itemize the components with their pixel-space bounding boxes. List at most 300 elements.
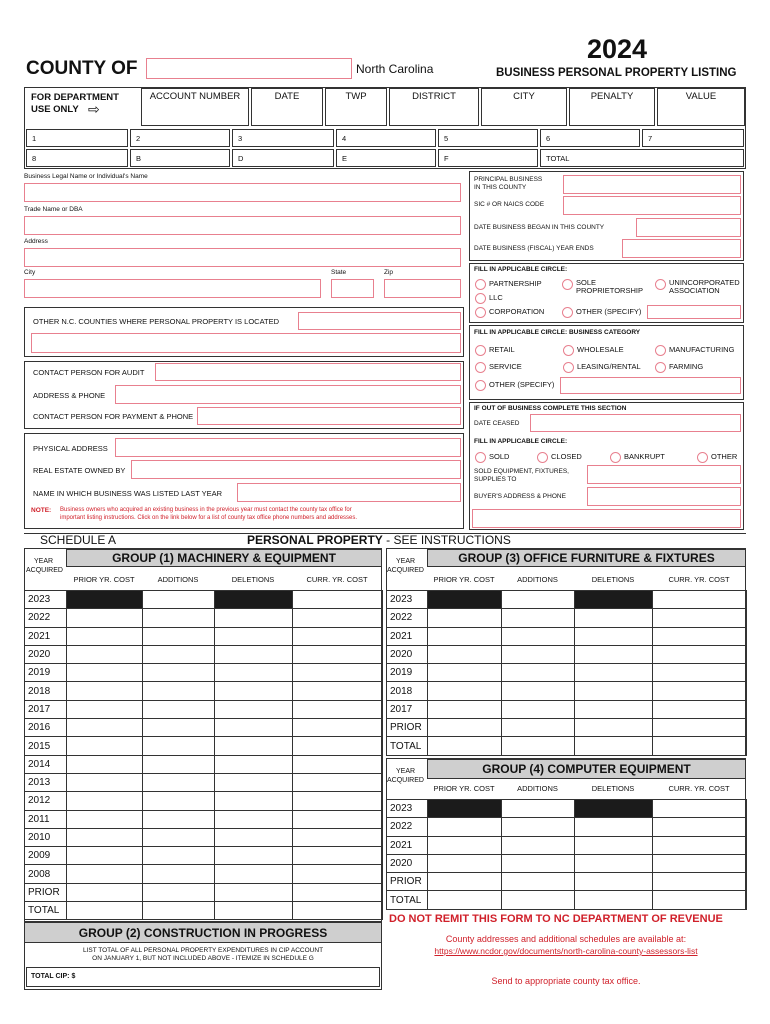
value-cell[interactable] [502,836,575,854]
unincorporated-option[interactable] [655,279,740,295]
year-cell: 2022 [387,609,428,627]
group2-title: GROUP (2) CONSTRUCTION IN PROGRESS [24,922,382,943]
option-label: SERVICE [489,362,522,371]
dept-cell-6[interactable] [540,129,640,147]
value-cell[interactable] [502,682,575,700]
value-cell[interactable] [293,810,383,828]
value-cell[interactable] [653,700,747,718]
value-cell[interactable] [67,700,143,718]
year-acquired-label: YEAR [396,768,416,775]
value-cell[interactable] [575,818,653,836]
other-entity-field[interactable] [647,305,741,319]
dept-cell-1[interactable] [26,129,128,147]
value-cell[interactable] [653,627,747,645]
radio-circle-icon[interactable] [655,345,666,356]
value-cell[interactable] [293,828,383,846]
value-cell[interactable] [215,902,293,920]
value-cell[interactable] [67,719,143,737]
col-deletions: DELETIONS [591,784,635,793]
sic-field[interactable] [563,196,741,215]
contact-audit-label: CONTACT PERSON FOR AUDIT [33,368,145,377]
value-cell[interactable] [67,865,143,883]
value-cell[interactable] [215,883,293,901]
county-name-field[interactable] [146,58,352,79]
manufacturing-option[interactable] [655,345,734,356]
assessors-list-link[interactable]: https://www.ncdor.gov/documents/north-carolina-county-assessors-list [434,946,698,956]
radio-circle-icon[interactable] [475,293,486,304]
address-phone-field[interactable] [115,385,461,404]
col-deletions: DELETIONS [591,575,635,584]
blocked-cell [575,800,653,818]
date-began-label: DATE BUSINESS BEGAN IN THIS COUNTY [474,224,605,231]
dept-col-twp [325,88,387,126]
year-acquired-label: ACQUIRED [387,567,424,574]
radio-circle-icon[interactable] [475,362,486,373]
radio-circle-icon[interactable] [475,279,486,290]
closed-option[interactable] [537,452,582,463]
value-cell[interactable] [143,627,215,645]
year-cell: 2016 [25,719,67,737]
address-field[interactable] [24,248,461,267]
value-cell[interactable] [293,591,383,609]
option-label: CLOSED [551,452,582,461]
category-title: FILL IN APPLICABLE CIRCLE: BUSINESS CATEGORY [474,329,641,336]
value-cell[interactable] [215,737,293,755]
date-began-field[interactable] [636,218,741,237]
radio-circle-icon[interactable] [655,362,666,373]
buyers-address-field[interactable] [587,487,741,506]
sold-equipment-field[interactable] [587,465,741,484]
table-row [25,847,383,865]
group3-table [386,590,747,756]
fill-circle-label-2: FILL IN APPLICABLE CIRCLE: [474,438,568,445]
dept-cell-b[interactable] [130,149,230,167]
option-label: WHOLESALE [577,345,624,354]
value-cell[interactable] [428,682,502,700]
value-cell[interactable] [575,873,653,891]
address-label: Address [24,238,48,245]
table-row [387,891,747,909]
value-cell[interactable] [215,719,293,737]
dept-cell-num: 6 [546,134,551,143]
radio-circle-icon[interactable] [563,362,574,373]
value-cell[interactable] [215,664,293,682]
blocked-cell [215,591,293,609]
value-cell[interactable] [575,700,653,718]
dept-cell-8[interactable] [26,149,128,167]
value-cell[interactable] [143,591,215,609]
value-cell[interactable] [67,755,143,773]
value-cell[interactable] [143,719,215,737]
value-cell[interactable] [428,700,502,718]
option-label: UNINCORPORATED [669,278,740,287]
value-cell[interactable] [502,700,575,718]
value-cell[interactable] [215,810,293,828]
zip-field[interactable] [384,279,461,298]
value-cell[interactable] [215,773,293,791]
principal-label-1: PRINCIPAL BUSINESS [474,176,543,183]
dept-cell-num: F [444,154,449,163]
retail-option[interactable] [475,345,515,356]
col-curr-cost: CURR. YR. COST [668,784,730,793]
radio-circle-icon[interactable] [475,452,486,463]
value-cell[interactable] [67,883,143,901]
value-cell[interactable] [293,755,383,773]
value-cell[interactable] [428,664,502,682]
value-cell[interactable] [215,865,293,883]
table-row [25,664,383,682]
year-cell: 2011 [25,810,67,828]
radio-circle-icon[interactable] [655,279,666,290]
trade-name-field[interactable] [24,216,461,235]
table-row [387,627,747,645]
value-cell[interactable] [215,682,293,700]
year-cell: 2021 [387,627,428,645]
schedule-title: PERSONAL PROPERTY [247,533,383,547]
dept-col-district [389,88,479,126]
radio-circle-icon[interactable] [475,345,486,356]
dept-cell-7[interactable] [642,129,744,147]
radio-circle-icon[interactable] [475,307,486,318]
value-cell[interactable] [293,847,383,865]
table-row [387,873,747,891]
dept-cell-num: TOTAL [546,154,570,163]
value-cell[interactable] [575,854,653,872]
date-ceased-field[interactable] [530,414,741,432]
year-cell: TOTAL [25,902,67,920]
col-curr-cost: CURR. YR. COST [306,575,368,584]
value-cell[interactable] [143,902,215,920]
col-curr-cost: CURR. YR. COST [668,575,730,584]
value-cell[interactable] [428,627,502,645]
radio-circle-icon[interactable] [697,452,708,463]
value-cell[interactable] [143,828,215,846]
value-cell[interactable] [502,800,575,818]
value-cell[interactable] [653,719,747,737]
value-cell[interactable] [67,792,143,810]
value-cell[interactable] [67,664,143,682]
value-cell[interactable] [143,755,215,773]
value-cell[interactable] [428,818,502,836]
value-cell[interactable] [575,609,653,627]
table-row [25,645,383,663]
value-cell[interactable] [293,609,383,627]
value-cell[interactable] [502,627,575,645]
dept-cell-num: D [238,154,244,163]
sold-equipment-label-1: SOLD EQUIPMENT, FIXTURES, [474,468,569,475]
corporation-option[interactable] [475,307,544,318]
other-category-field[interactable] [560,377,741,394]
value-cell[interactable] [502,719,575,737]
value-cell[interactable] [215,847,293,865]
value-cell[interactable] [575,891,653,909]
radio-circle-icon[interactable] [562,307,573,318]
state-field[interactable] [331,279,374,298]
value-cell[interactable] [67,627,143,645]
value-cell[interactable] [502,591,575,609]
value-cell[interactable] [215,609,293,627]
option-label: LEASING/RENTAL [577,362,641,371]
other-counties-field-2[interactable] [31,333,461,353]
year-cell: 2022 [25,609,67,627]
year-cell: 2019 [387,664,428,682]
table-row [387,737,747,755]
value-cell[interactable] [215,828,293,846]
other-counties-field-1[interactable] [298,312,461,330]
dept-col-penalty [569,88,655,126]
dept-col-city [481,88,567,126]
value-cell[interactable] [293,902,383,920]
value-cell[interactable] [575,627,653,645]
value-cell[interactable] [215,792,293,810]
table-row [387,609,747,627]
dept-col-date [251,88,323,126]
value-cell[interactable] [428,873,502,891]
group1-title: GROUP (1) MACHINERY & EQUIPMENT [66,549,382,567]
table-row [387,854,747,872]
value-cell[interactable] [653,645,747,663]
year-acquired-label: ACQUIRED [26,567,63,574]
year-cell: TOTAL [387,891,428,909]
value-cell[interactable] [215,700,293,718]
fiscal-year-field[interactable] [622,239,741,258]
value-cell[interactable] [143,645,215,663]
option-label: OTHER [711,452,738,461]
dept-cell-3[interactable] [232,129,334,147]
table-row [387,719,747,737]
table-row [25,627,383,645]
blocked-cell [428,591,502,609]
year-cell: 2010 [25,828,67,846]
value-cell[interactable] [428,854,502,872]
legal-name-label: Business Legal Name or Individual's Name [24,173,148,180]
note-line-2: important listing instructions. Click on the link below for a list of county tax office phone numbers and addresses. [60,515,358,521]
physical-address-field[interactable] [115,438,461,457]
value-cell[interactable] [293,700,383,718]
option-label: RETAIL [489,345,515,354]
table-row [25,773,383,791]
radio-circle-icon[interactable] [475,380,486,391]
value-cell[interactable] [293,682,383,700]
value-cell[interactable] [653,836,747,854]
legal-name-field[interactable] [24,183,461,202]
radio-circle-icon[interactable] [563,345,574,356]
group4-title: GROUP (4) COMPUTER EQUIPMENT [427,759,746,779]
dept-cell-total[interactable] [540,149,744,167]
option-label: OTHER (SPECIFY) [576,307,642,316]
value-cell[interactable] [428,737,502,755]
radio-circle-icon[interactable] [610,452,621,463]
wholesale-option[interactable] [563,345,624,356]
group2-line-2: ON JANUARY 1, BUT NOT INCLUDED ABOVE - ITEMIZE IN SCHEDULE G [92,955,314,962]
listed-name-field[interactable] [237,483,461,502]
value-cell[interactable] [428,609,502,627]
table-row [387,664,747,682]
dept-cell-5[interactable] [438,129,538,147]
value-cell[interactable] [143,810,215,828]
value-cell[interactable] [575,737,653,755]
value-cell[interactable] [143,664,215,682]
value-cell[interactable] [215,755,293,773]
year-cell: 2022 [387,818,428,836]
table-row [25,682,383,700]
dept-cell-e[interactable] [336,149,436,167]
trade-name-label: Trade Name or DBA [24,206,83,213]
value-cell[interactable] [653,591,747,609]
value-cell[interactable] [67,737,143,755]
table-row [387,836,747,854]
value-cell[interactable] [67,609,143,627]
city-field[interactable] [24,279,321,298]
table-row [25,810,383,828]
dept-cell-4[interactable] [336,129,436,147]
value-cell[interactable] [575,645,653,663]
year-cell: 2012 [25,792,67,810]
tax-year: 2024 [587,34,648,64]
value-cell[interactable] [653,891,747,909]
value-cell[interactable] [575,664,653,682]
principal-field[interactable] [563,175,741,194]
table-row [387,800,747,818]
total-cip-field[interactable] [26,967,380,987]
value-cell[interactable] [653,737,747,755]
year-cell: 2017 [25,700,67,718]
form-title: BUSINESS PERSONAL PROPERTY LISTING [496,67,737,79]
dept-cell-num: E [342,154,348,163]
value-cell[interactable] [293,719,383,737]
partnership-option[interactable] [475,279,542,290]
value-cell[interactable] [502,818,575,836]
value-cell[interactable] [67,902,143,920]
other-status-option[interactable] [697,452,737,463]
value-cell[interactable] [67,773,143,791]
option-label: LLC [489,293,503,302]
blocked-cell [428,800,502,818]
farming-option[interactable] [655,362,703,373]
value-cell[interactable] [143,682,215,700]
option-label: MANUFACTURING [669,345,735,354]
table-row [25,737,383,755]
value-cell[interactable] [143,792,215,810]
value-cell[interactable] [293,737,383,755]
year-cell: 2017 [387,700,428,718]
value-cell[interactable] [293,773,383,791]
value-cell[interactable] [293,645,383,663]
radio-circle-icon[interactable] [537,452,548,463]
value-cell[interactable] [293,792,383,810]
value-cell[interactable] [502,609,575,627]
value-cell[interactable] [502,664,575,682]
bankrupt-option[interactable] [610,452,665,463]
value-cell[interactable] [143,737,215,755]
value-cell[interactable] [502,645,575,663]
year-acquired-label: YEAR [34,558,54,565]
value-cell[interactable] [293,627,383,645]
value-cell[interactable] [67,810,143,828]
value-cell[interactable] [502,873,575,891]
llc-option[interactable] [475,293,503,304]
value-cell[interactable] [502,737,575,755]
value-cell[interactable] [502,854,575,872]
value-cell[interactable] [215,645,293,663]
value-cell[interactable] [67,645,143,663]
other-entity-option[interactable] [562,307,641,318]
value-cell[interactable] [428,836,502,854]
value-cell[interactable] [428,645,502,663]
dept-cell-num: 2 [136,134,141,143]
table-row [25,883,383,901]
dept-cell-num: 3 [238,134,243,143]
table-row [25,719,383,737]
contact-payment-field[interactable] [197,407,461,425]
other-category-option[interactable] [475,380,554,391]
value-cell[interactable] [428,891,502,909]
date-ceased-label: DATE CEASED [474,420,520,427]
value-cell[interactable] [653,800,747,818]
value-cell[interactable] [215,627,293,645]
value-cell[interactable] [575,836,653,854]
value-cell[interactable] [653,682,747,700]
value-cell[interactable] [143,773,215,791]
value-cell[interactable] [143,609,215,627]
dept-cell-num: B [136,154,142,163]
radio-circle-icon[interactable] [562,279,573,290]
value-cell[interactable] [653,609,747,627]
dept-cell-d[interactable] [232,149,334,167]
sold-option[interactable] [475,452,509,463]
sole-proprietorship-option[interactable] [562,279,643,295]
year-cell: PRIOR [25,883,67,901]
value-cell[interactable] [653,854,747,872]
value-cell[interactable] [575,682,653,700]
dept-cell-f[interactable] [438,149,538,167]
service-option[interactable] [475,362,522,373]
value-cell[interactable] [575,719,653,737]
dept-cell-2[interactable] [130,129,230,147]
value-cell[interactable] [653,873,747,891]
value-cell[interactable] [653,818,747,836]
col-additions: ADDITIONS [517,575,558,584]
value-cell[interactable] [428,719,502,737]
value-cell[interactable] [293,664,383,682]
value-cell[interactable] [653,664,747,682]
table-row [387,682,747,700]
principal-label-2: IN THIS COUNTY [474,184,527,191]
value-cell[interactable] [67,828,143,846]
contact-audit-field[interactable] [155,363,461,381]
value-cell[interactable] [143,700,215,718]
value-cell[interactable] [502,891,575,909]
real-estate-field[interactable] [131,460,461,479]
year-cell: 2021 [25,627,67,645]
option-label: ASSOCIATION [669,286,720,295]
value-cell[interactable] [67,847,143,865]
zip-label: Zip [384,269,394,276]
sold-equipment-label-2: SUPPLIES TO [474,476,517,483]
value-cell[interactable] [293,865,383,883]
value-cell[interactable] [143,847,215,865]
value-cell[interactable] [143,883,215,901]
value-cell[interactable] [67,682,143,700]
buyers-address-field-2[interactable] [472,509,741,528]
year-cell: PRIOR [387,873,428,891]
leasing-option[interactable] [563,362,641,373]
do-not-remit: DO NOT REMIT THIS FORM TO NC DEPARTMENT OF REVENUE [389,913,723,925]
table-row [25,865,383,883]
table-row [387,818,747,836]
value-cell[interactable] [293,883,383,901]
value-cell[interactable] [143,865,215,883]
